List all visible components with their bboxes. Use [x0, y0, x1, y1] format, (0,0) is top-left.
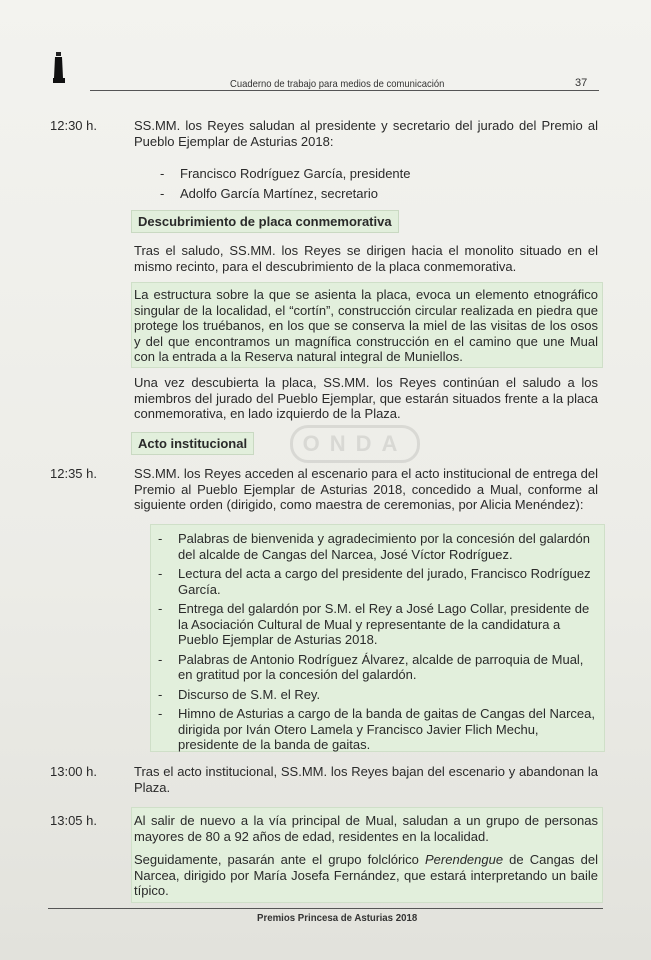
header-title: Cuaderno de trabajo para medios de comunicación	[230, 78, 445, 90]
section3-text: Tras el acto institucional, SS.MM. los Reyes bajan del escenario y abandonan la Plaza.	[134, 764, 598, 795]
time-1230: 12:30 h.	[50, 118, 97, 133]
paragraph-1: Tras el saludo, SS.MM. los Reyes se dirigen hacia el monolito situado en el mismo recinto, para el descubrimiento de la placa conmemorativa.	[134, 243, 598, 274]
section1-intro: SS.MM. los Reyes saludan al presidente y secretario del jurado del Premio al Pueblo Ejemplar de Asturias 2018:	[134, 118, 598, 149]
list-item: - Lectura del acta a cargo del presidente del jurado, Francisco Rodríguez García.	[156, 566, 600, 597]
lighthouse-logo-icon	[52, 50, 66, 84]
list-item: - Discurso de S.M. el Rey.	[156, 687, 600, 703]
paragraph-3: Una vez descubierta la placa, SS.MM. los Reyes continúan el saludo a los miembros del jurado del Pueblo Ejemplar, que estarán situados frente a la placa conmemorativa, en lado izquierdo de la Plaza.	[134, 375, 598, 421]
list-item: - Himno de Asturias a cargo de la banda de gaitas de Cangas del Narcea, dirigida por Iván Otero Lamela y Francisco Javier Flich Mechu, presidente de la banda de gaitas.	[156, 706, 600, 753]
time-1305: 13:05 h.	[50, 813, 97, 828]
list-item: - Adolfo García Martínez, secretario	[158, 186, 588, 202]
jury-list	[158, 166, 588, 205]
text2-after: de Cangas del Narcea, dirigido por María Josefa Fernández, que estará interpretando un baile típico.	[134, 852, 598, 898]
list-item: - Entrega del galardón por S.M. el Rey a José Lago Collar, presidente de la Asociación Cultural de Mual y representante de la candidatura a Pueblo Ejemplar de Asturias 2018.	[156, 601, 600, 648]
section2-intro: SS.MM. los Reyes acceden al escenario para el acto institucional de entrega del Premio al Pueblo Ejemplar de Asturias 2018, concedido a Mual, conforme al siguiente orden (dirigido, como maestra de ceremonias, por Alicia Menéndez):	[134, 466, 598, 512]
ceremony-list	[156, 531, 600, 757]
list-item: - Francisco Rodríguez García, presidente	[158, 166, 588, 182]
time-1300: 13:00 h.	[50, 764, 97, 779]
time-1235: 12:35 h.	[50, 466, 97, 481]
heading-acto-institucional: Acto institucional	[131, 432, 254, 455]
section4-text: Al salir de nuevo a la vía principal de Mual, saludan a un grupo de personas mayores de 80 a 92 años de edad, residentes en la localidad.	[134, 813, 598, 844]
watermark-onda: ONDA	[290, 425, 420, 463]
list-item: - Palabras de bienvenida y agradecimiento por la concesión del galardón del alcalde de Cangas del Narcea, José Víctor Rodríguez.	[156, 531, 600, 562]
footer-divider	[48, 908, 603, 909]
header-divider	[90, 90, 599, 91]
heading-descubrimiento: Descubrimiento de placa conmemorativa	[131, 210, 399, 233]
section4-text2	[134, 852, 598, 899]
paragraph-2: La estructura sobre la que se asienta la placa, evoca un elemento etnográfico singular de la localidad, el “cortín”, construcción circular realizada en piedra que protege los truébanos, en los que se conserva la miel de las visitas de los osos y del que encontramos un magnífica construcción en el camino que une Mual con la entrada a la Reserva natural integral de Muniellos.	[134, 287, 598, 364]
list-item: - Palabras de Antonio Rodríguez Álvarez, alcalde de parroquia de Mual, en gratitud por la concesión del galardón.	[156, 652, 600, 683]
page-number: 37	[575, 77, 588, 89]
text2-before: Seguidamente, pasarán ante el grupo folclórico	[134, 852, 425, 867]
footer-title: Premios Princesa de Asturias 2018	[257, 912, 418, 924]
text2-italic: Perendengue	[425, 852, 504, 867]
